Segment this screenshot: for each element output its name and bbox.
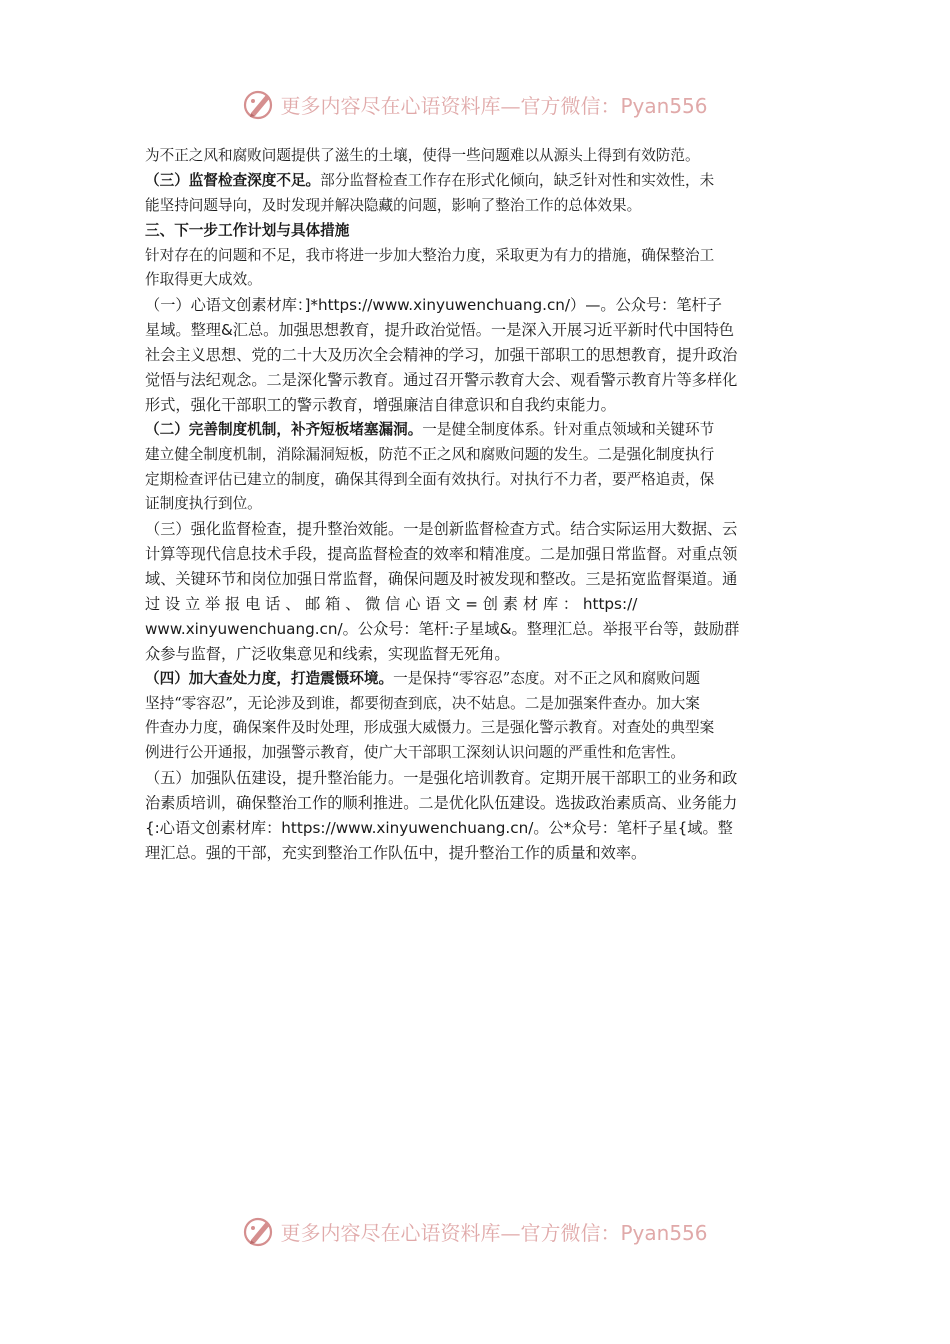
line-text: 一是保持“零容忍”态度。对不正之风和腐败问题 [393,669,700,687]
line-text: 针对存在的问题和不足，我市将进一步加大整治力度，采取更为有力的措施，确保整治工 [145,246,715,264]
line-text: 例进行公开通报，加强警示教育，使广大干部职工深刻认识问题的严重性和危害性。 [145,744,685,762]
pen-logo-icon [242,87,276,121]
section-lead: （三）监督检查深度不足。 [145,171,321,189]
line-text: （五）加强队伍建设，提升整治能力。一是强化培训教育。定期开展干部职工的业务和政 [145,769,738,788]
text-line [145,219,807,244]
footer-banner-text [280,1217,707,1246]
line-text: 建立健全制度机制，消除漏洞短板，防范不正之风和腐败问题的发生。二是强化制度执行 [145,445,715,463]
text-line [145,617,807,642]
line-text: 证制度执行到位。 [145,495,262,513]
text-line [145,443,807,468]
text-line [145,741,807,766]
text-line [145,244,807,269]
text-line [145,667,807,692]
line-text: {:心语文创素材库：https://www.xinyuwenchuang.cn/。公*众号：笔杆子星{域。整 [145,819,733,838]
text-line [145,567,807,592]
line-text: 社会主义思想、党的二十大及历次全会精神的学习，加强干部职工的思想教育，提升政治 [145,346,738,365]
text-line [145,692,807,717]
text-line [145,293,807,318]
line-text: 计算等现代信息技术手段，提高监督检查的效率和精准度。二是加强日常监督。对重点领 [145,545,738,564]
section-lead: （四）加大查处力度，打造震慑环境。 [145,669,394,687]
text-line [145,492,807,517]
line-text: www.xinyuwenchuang.cn/。公众号：笔杆:子星域&。整理汇总。举报平台等，鼓励群 [145,619,740,638]
line-text: 觉悟与法纪观念。二是深化警示教育。通过召开警示教育大会、观看警示教育片等多样化 [145,371,738,390]
header-banner-text [280,90,707,119]
pen-logo-icon [242,1214,276,1248]
document-body [145,144,807,866]
line-text: （一）心语文创素材库：]*https://www.xinyuwenchuang.cn/）—。公众号：笔杆子 [145,296,722,315]
line-text: 一是健全制度体系。针对重点领域和关键环节 [422,420,715,438]
header-banner-label: 更多内容尽在心语资料库—官方微信： [280,93,621,118]
text-line [145,268,807,293]
line-text: 能坚持问题导向，及时发现并解决隐藏的问题，影响了整治工作的总体效果。 [145,196,642,214]
line-text: 三、下一步工作计划与具体措施 [145,221,350,239]
line-text: 理汇总。强的干部，充实到整治工作队伍中，提升整治工作的质量和效率。 [145,843,647,862]
line-text: 件查办力度，确保案件及时处理，形成强大威慑力。三是强化警示教育。对查处的典型案 [145,719,715,737]
text-line [145,144,807,169]
text-line [145,368,807,393]
line-text: （三）强化监督检查，提升整治效能。一是创新监督检查方式。结合实际运用大数据、云 [145,520,738,539]
text-line [145,194,807,219]
footer-banner-account: Pyan556 [620,1220,708,1245]
text-line [145,592,807,617]
text-line [145,841,807,866]
header-banner [0,84,950,124]
footer-banner [0,1211,950,1251]
text-line [145,791,807,816]
line-text: 形式，强化干部职工的警示教育，增强廉洁自律意识和自我约束能力。 [145,395,616,414]
line-text: 定期检查评估已建立的制度，确保其得到全面有效执行。对执行不力者，要严格追责，保 [145,470,715,488]
line-text: 坚持“零容忍”，无论涉及到谁，都要彻查到底，决不姑息。二是加强案件查办。加大案 [145,694,700,712]
line-text: 部分监督检查工作存在形式化倾向，缺乏针对性和实效性，未 [320,171,715,189]
text-line [145,393,807,418]
section-lead: （二）完善制度机制，补齐短板堵塞漏洞。 [145,420,423,438]
line-text: 治素质培训，确保整治工作的顺利推进。二是优化队伍建设。选拔政治素质高、业务能力 [145,794,738,813]
text-line [145,169,807,194]
line-text: 过 设 立 举 报 电 话 、 邮 箱 、 微 信 心 语 文 = 创 素 材 库 ： https:// [145,595,638,614]
text-line [145,468,807,493]
footer-banner-label: 更多内容尽在心语资料库—官方微信： [280,1220,621,1245]
text-line [145,716,807,741]
text-line [145,418,807,443]
text-line [145,766,807,791]
text-line [145,343,807,368]
line-text: 域、关键环节和岗位加强日常监督，确保问题及时被发现和整改。三是拓宽监督渠道。通 [145,570,738,589]
line-text: 众参与监督，广泛收集意见和线索，实现监督无死角。 [145,644,510,663]
line-text: 作取得更大成效。 [145,271,262,289]
header-banner-account: Pyan556 [620,93,708,118]
text-line [145,542,807,567]
text-line [145,816,807,841]
line-text: 星域。整理&汇总。加强思想教育，提升政治觉悟。一是深入开展习近平新时代中国特色 [145,321,734,340]
text-line [145,517,807,542]
text-line [145,318,807,343]
text-line [145,642,807,667]
line-text: 为不正之风和腐败问题提供了滋生的土壤，使得一些问题难以从源头上得到有效防范。 [145,147,700,164]
